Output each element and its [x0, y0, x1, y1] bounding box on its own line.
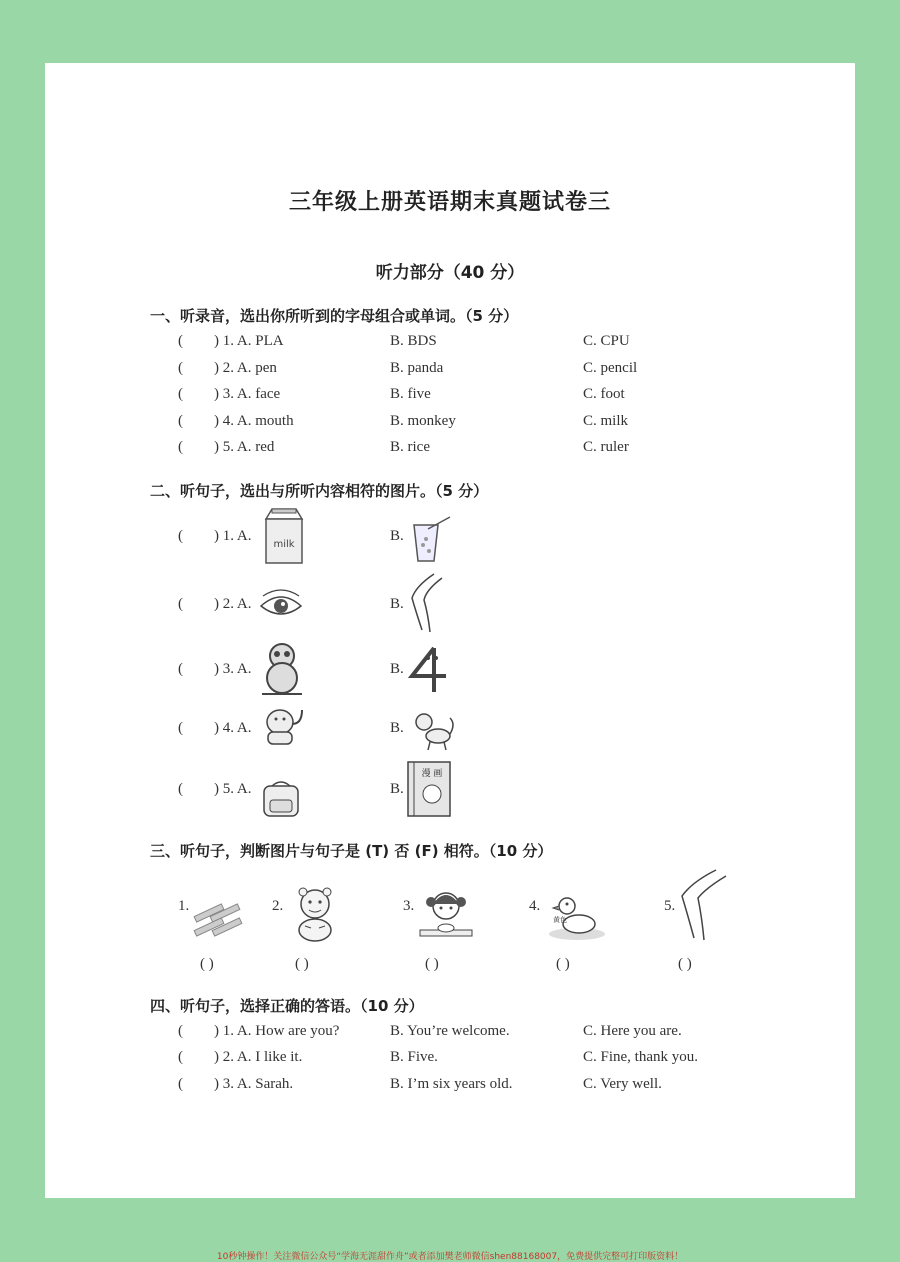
number-8-icon: [256, 640, 308, 696]
s1-q3: ) 3. A. face: [214, 386, 281, 402]
s1-q5-c: C. ruler: [583, 439, 629, 455]
leg-icon: [676, 866, 728, 942]
page-subtitle: 听力部分（40 分）: [375, 263, 525, 283]
paren: (: [178, 661, 183, 677]
s3-item-2-number: 2.: [272, 898, 284, 914]
s1-q1: ) 1. A. PLA: [214, 333, 284, 349]
paren: (: [178, 333, 183, 349]
section-4-heading: 四、听句子，选择正确的答语。（10 分）: [150, 997, 424, 1015]
section-2-heading: 二、听句子，选出与所听内容相符的图片。（5 分）: [150, 482, 489, 500]
paren: (: [178, 1076, 183, 1092]
school-bag-icon: [258, 778, 304, 818]
section-3-heading: 三、听句子，判断图片与句子是 (T) 否 (F) 相符。（10 分）: [150, 842, 553, 860]
s2-q1: ) 1. A.: [214, 528, 252, 544]
s3-answer-1[interactable]: ( ): [200, 956, 214, 972]
s4-q3: ) 3. A. Sarah.: [214, 1076, 294, 1092]
s4-q1: ) 1. A. How are you?: [214, 1023, 340, 1039]
duck-label: 黄色: [553, 916, 567, 924]
paren: (: [178, 781, 183, 797]
s4-q2-b: B. Five.: [390, 1049, 438, 1065]
eye-icon: [258, 588, 304, 624]
s1-q1-b: B. BDS: [390, 333, 437, 349]
s2-q3: ) 3. A.: [214, 661, 252, 677]
s2-q5-b: B.: [390, 781, 404, 797]
s3-item-4-number: 4.: [529, 898, 541, 914]
s2-q4: ) 4. A.: [214, 720, 252, 736]
paren: (: [178, 413, 183, 429]
paren: (: [178, 1023, 183, 1039]
tiger-icon: [285, 884, 345, 944]
s3-answer-4[interactable]: ( ): [556, 956, 570, 972]
monkey-icon: [410, 710, 456, 752]
page-title: 三年级上册英语期末真题试卷三: [288, 190, 611, 215]
juice-glass-icon: [408, 515, 454, 565]
s1-q4-b: B. monkey: [390, 413, 456, 429]
rulers-icon: [190, 902, 254, 942]
s2-q2-b: B.: [390, 596, 404, 612]
s1-q4-c: C. milk: [583, 413, 629, 429]
s1-q2-b: B. panda: [390, 360, 444, 376]
s2-q2: ) 2. A.: [214, 596, 252, 612]
s3-answer-3[interactable]: ( ): [425, 956, 439, 972]
s2-q3-b: B.: [390, 661, 404, 677]
comic-book-icon: [406, 760, 452, 818]
s1-q3-b: B. five: [390, 386, 431, 402]
s3-answer-5[interactable]: ( ): [678, 956, 692, 972]
s2-q5: ) 5. A.: [214, 781, 252, 797]
paren: (: [178, 439, 183, 455]
s2-q1-b: B.: [390, 528, 404, 544]
s3-item-5-number: 5.: [664, 898, 676, 914]
s1-q5: ) 5. A. red: [214, 439, 275, 455]
s1-q3-c: C. foot: [583, 386, 625, 402]
elephant-icon: [256, 704, 306, 750]
book-text: 漫 画: [421, 769, 443, 779]
s4-q2: ) 2. A. I like it.: [214, 1049, 303, 1065]
s1-q2: ) 2. A. pen: [214, 360, 277, 376]
s1-q5-b: B. rice: [390, 439, 430, 455]
paren: (: [178, 360, 183, 376]
s1-q4: ) 4. A. mouth: [214, 413, 294, 429]
paren: (: [178, 1049, 183, 1065]
carton-text: milk: [273, 539, 295, 550]
s4-q2-c: C. Fine, thank you.: [583, 1049, 698, 1065]
footer-note: 10秒钟操作！关注微信公众号“学海无涯甜作舟”或者添加樊老师微信shen88168007，免费提供完整可打印版资料！: [216, 1252, 684, 1262]
paren: (: [178, 596, 183, 612]
leg-icon: [406, 572, 446, 634]
s1-q2-c: C. pencil: [583, 360, 638, 376]
number-4-icon: [406, 644, 454, 694]
s4-q1-b: B. You’re welcome.: [390, 1023, 510, 1039]
milk-carton-icon: [258, 505, 308, 565]
duck-icon: [545, 892, 607, 942]
girl-icon: [416, 884, 476, 944]
s4-q1-c: C. Here you are.: [583, 1023, 682, 1039]
paren: (: [178, 720, 183, 736]
paren: (: [178, 528, 183, 544]
s3-item-3-number: 3.: [403, 898, 415, 914]
s2-q4-b: B.: [390, 720, 404, 736]
s4-q3-c: C. Very well.: [583, 1076, 662, 1092]
s3-item-1-number: 1.: [178, 898, 190, 914]
s1-q1-c: C. CPU: [583, 333, 630, 349]
paren: (: [178, 386, 183, 402]
section-1-heading: 一、听录音，选出你所听到的字母组合或单词。（5 分）: [150, 307, 519, 325]
s4-q3-b: B. I’m six years old.: [390, 1076, 513, 1092]
s3-answer-2[interactable]: ( ): [295, 956, 309, 972]
